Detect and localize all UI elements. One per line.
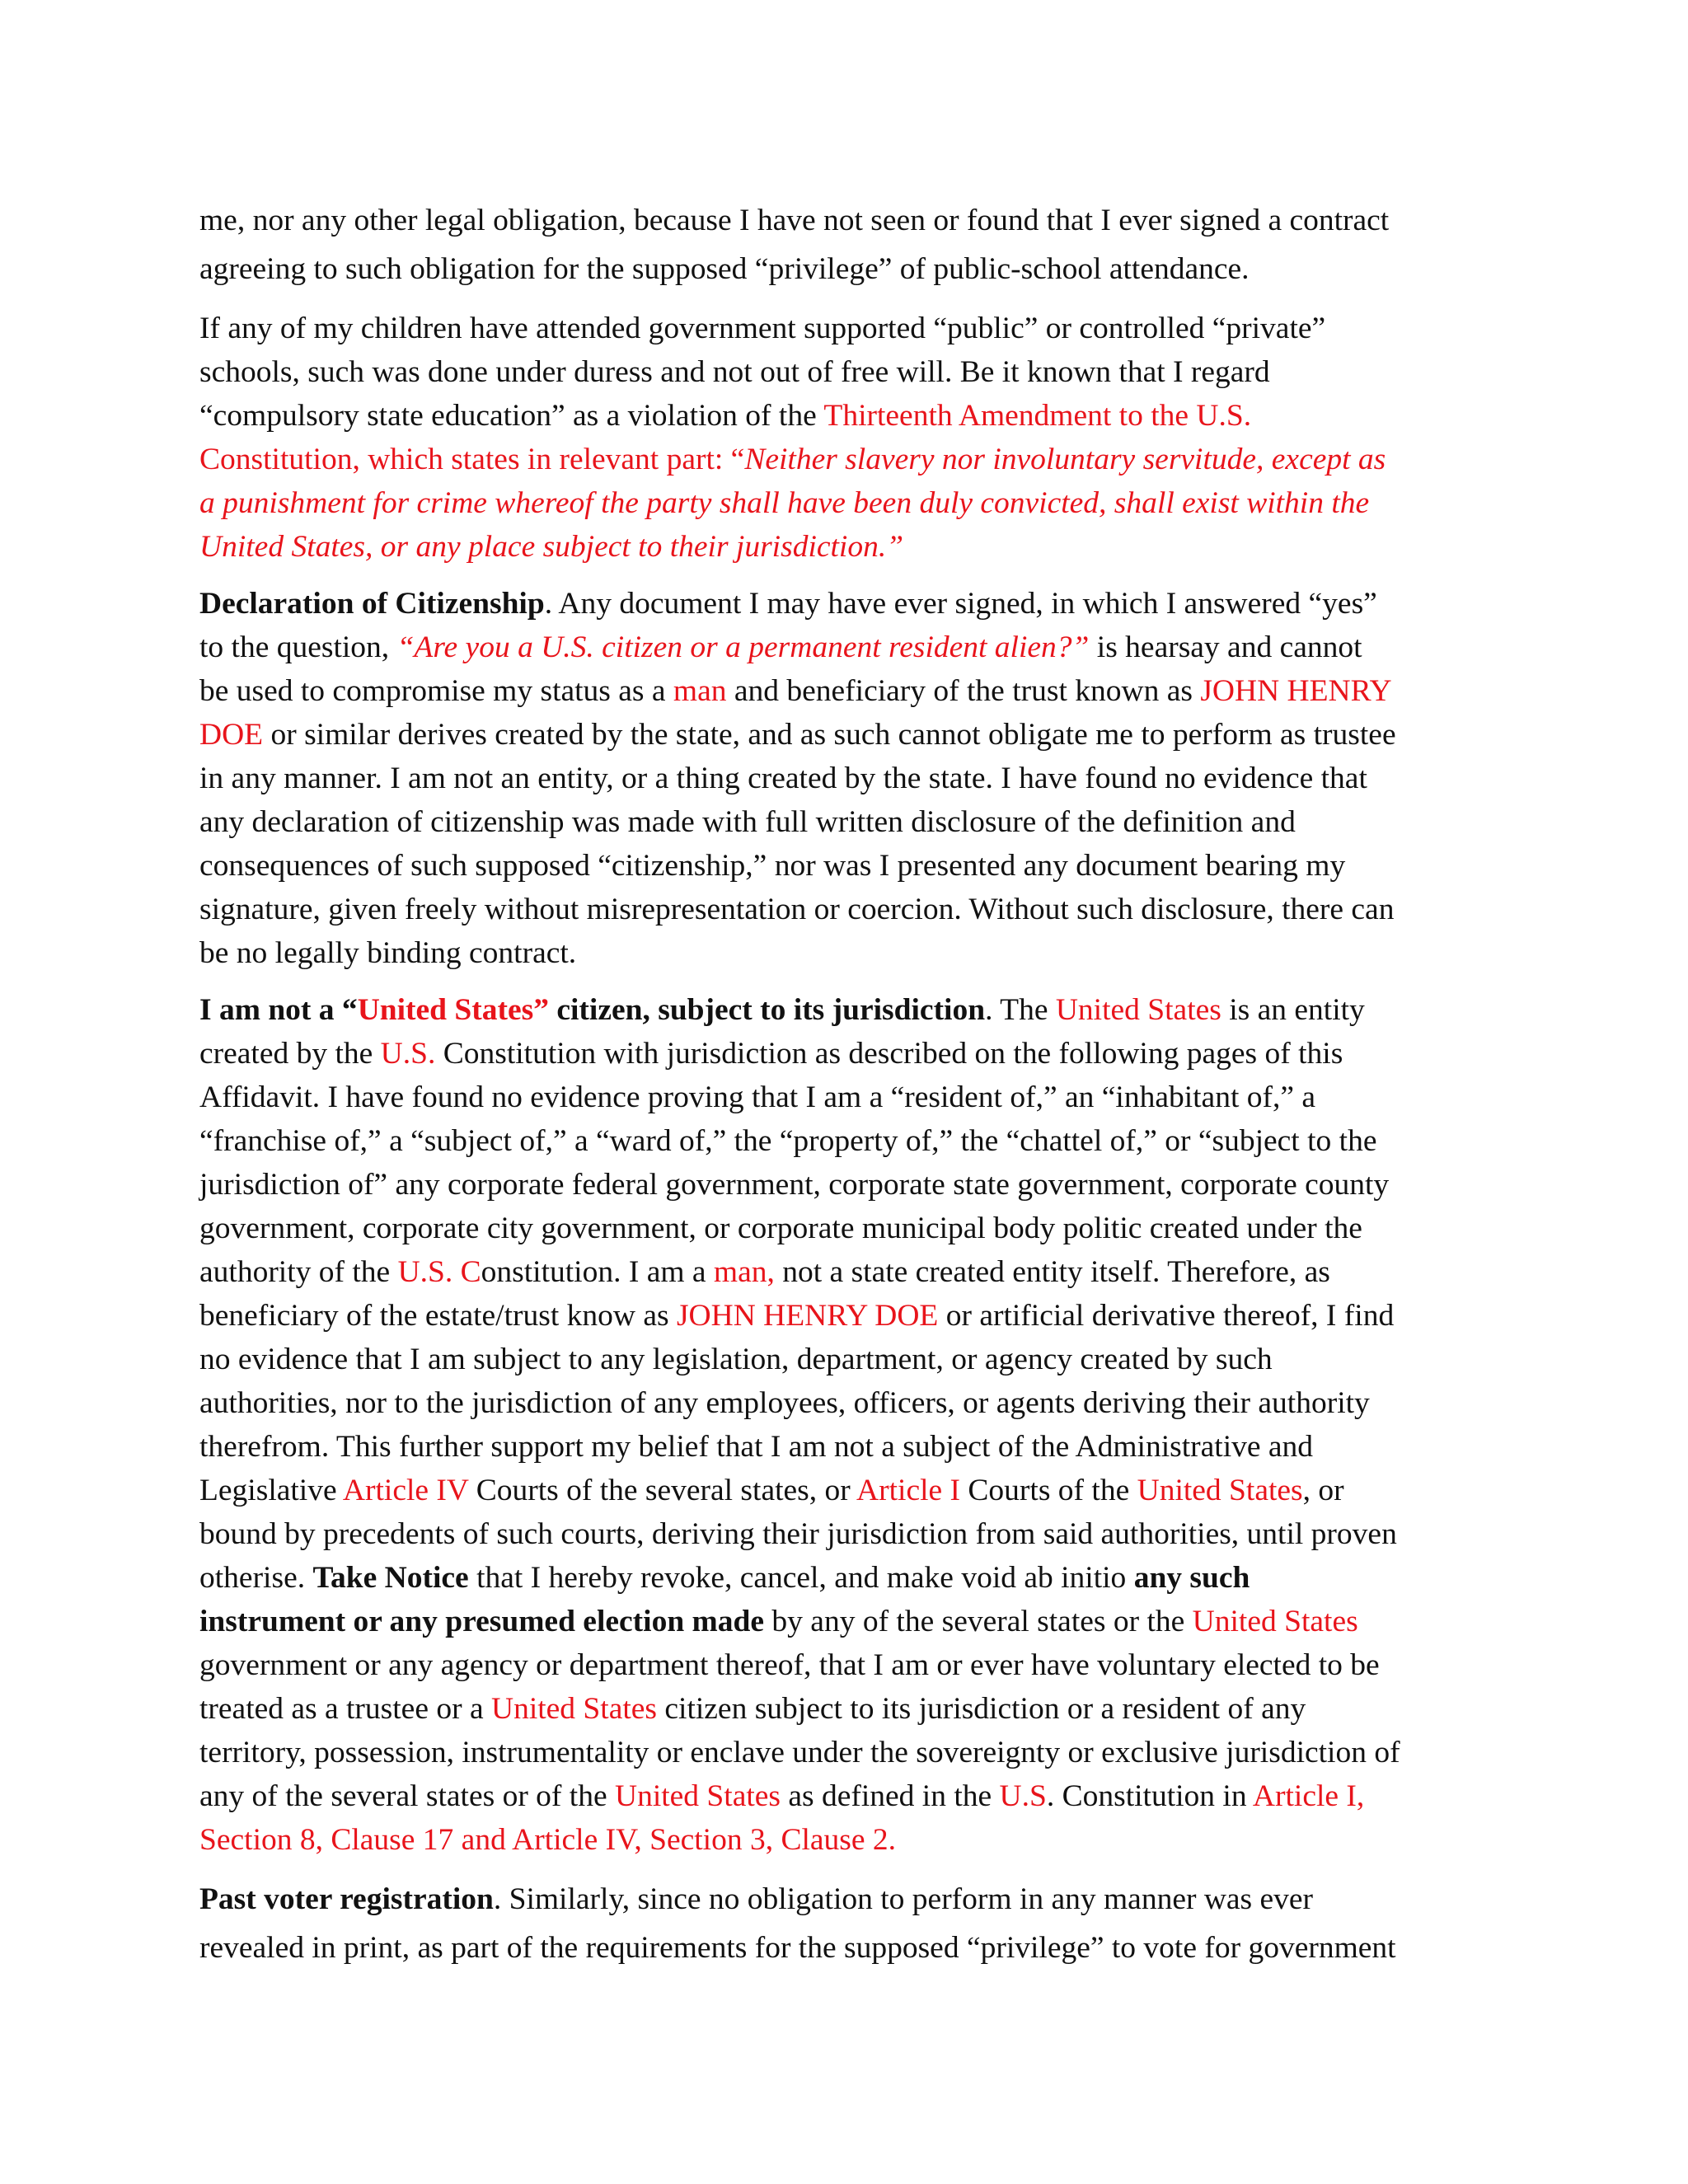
text-run: “compulsory state education” as a violation of the (199, 399, 824, 433)
text-run: Constitution with jurisdiction as described on the following pages of this (435, 1037, 1343, 1071)
text-line (199, 1469, 1502, 1512)
text-run: agreeing to such obligation for the supposed “privilege” of public-school attendance. (199, 252, 1250, 286)
text-run: Courts of the several states, or (468, 1474, 857, 1507)
section-heading: I am not a “ (199, 993, 358, 1027)
text-line (199, 525, 1502, 569)
text-run: . Any document I may have ever signed, in which I answered “yes” (544, 587, 1377, 621)
text-line (199, 1338, 1502, 1381)
text-line (199, 1425, 1502, 1469)
text-run: signature, given freely without misrepresentation or coercion. Without such disclosure, there can (199, 893, 1395, 926)
text-run: no evidence that I am subject to any legislation, department, or agency created by such (199, 1343, 1273, 1376)
text-run: created by the (199, 1037, 381, 1071)
bold-phrase: Take Notice (312, 1561, 469, 1595)
text-run: treated as a trustee or a (199, 1692, 491, 1726)
text-run: or artificial derivative thereof, I find (938, 1299, 1395, 1333)
text-line (199, 1818, 1502, 1862)
text-run: onstitution. I am a (481, 1255, 714, 1289)
paragraph-declaration-of-citizenship (199, 582, 1502, 975)
text-run: authorities, nor to the jurisdiction of any employees, officers, or agents deriving their authority (199, 1386, 1370, 1420)
text-run: as defined in the (781, 1779, 1000, 1813)
trust-name: DOE (199, 718, 264, 752)
section-heading: citizen, subject to its jurisdiction (548, 993, 986, 1027)
text-run: not a state created entity itself. Therefore, as (774, 1255, 1330, 1289)
text-line (199, 1924, 1502, 1972)
text-line (199, 1556, 1502, 1600)
trust-name: JOHN HENRY DOE (676, 1299, 939, 1333)
text-line (199, 582, 1502, 626)
text-run: territory, possession, instrumentality or enclave under the sovereignty or exclusive jurisdiction of (199, 1736, 1400, 1769)
text-run: Affidavit. I have found no evidence proving that I am a “resident of,” an “inhabitant of,” a (199, 1080, 1316, 1114)
section-heading: Declaration of Citizenship (199, 587, 545, 621)
document-body (199, 196, 1502, 1985)
text-run: to the question, (199, 630, 397, 664)
text-line (199, 888, 1502, 931)
bold-phrase: instrument or any presumed election made (199, 1605, 765, 1638)
text-line (199, 1774, 1502, 1818)
paragraph-obligation-continuation (199, 196, 1502, 293)
text-line (199, 196, 1502, 245)
text-line (199, 669, 1502, 713)
text-line (199, 844, 1502, 888)
text-run: is hearsay and cannot (1089, 630, 1362, 664)
text-run: . Constitution in (1046, 1779, 1253, 1813)
bold-phrase: any such (1133, 1561, 1250, 1595)
text-line (199, 800, 1502, 844)
amendment-quote: United States, or any place subject to their jurisdiction.” (199, 530, 904, 564)
text-run: in any manner. I am not an entity, or a thing created by the state. I have found no evidence that (199, 762, 1367, 795)
section-heading-highlight: United States” (357, 993, 549, 1027)
highlighted-term: United States (1192, 1605, 1358, 1638)
highlighted-term: Article I (856, 1474, 961, 1507)
text-line (199, 1512, 1502, 1556)
text-run: authority of the (199, 1255, 398, 1289)
amendment-reference: Thirteenth Amendment to the U.S. (823, 399, 1252, 433)
text-run: schools, such was done under duress and not out of free will. Be it known that I regard (199, 355, 1270, 389)
text-line (199, 1294, 1502, 1338)
highlighted-term: United States (490, 1692, 657, 1726)
highlighted-term: U.S. C (397, 1255, 481, 1289)
text-line (199, 757, 1502, 800)
constitution-reference: Section 8, Clause 17 and Article IV, Section 3, Clause 2. (199, 1823, 897, 1857)
text-line (199, 307, 1502, 350)
highlighted-term: U.S. (380, 1037, 436, 1071)
highlighted-term: man (673, 674, 727, 708)
text-run: Constitution, which states in relevant part: “ (199, 443, 745, 476)
text-run: “franchise of,” a “subject of,” a “ward of,” the “property of,” the “chattel of,” or “subject to the (199, 1124, 1377, 1158)
text-run: any of the several states or of the (199, 1779, 615, 1813)
text-line (199, 988, 1502, 1032)
text-run: government, corporate city government, or corporate municipal body politic created under the (199, 1212, 1362, 1245)
text-run: Legislative (199, 1474, 343, 1507)
text-run: . The (985, 993, 1056, 1027)
text-line (199, 1600, 1502, 1643)
highlighted-term: United States (614, 1779, 781, 1813)
paragraph-compulsory-education (199, 307, 1502, 569)
amendment-quote: Neither slavery nor involuntary servitude, except as (744, 443, 1386, 476)
text-line (199, 1032, 1502, 1076)
highlighted-term: United States (1137, 1474, 1303, 1507)
text-run: any declaration of citizenship was made with full written disclosure of the definition and (199, 805, 1296, 839)
text-run: and beneficiary of the trust known as (726, 674, 1201, 708)
paragraph-not-us-citizen (199, 988, 1502, 1862)
highlighted-term: United States (1055, 993, 1221, 1027)
paragraph-past-voter-registration (199, 1875, 1502, 1972)
constitution-reference: Article I, (1252, 1779, 1365, 1813)
text-run: . Similarly, since no obligation to perform in any manner was ever (493, 1882, 1314, 1916)
text-line (199, 350, 1502, 394)
text-run: by any of the several states or the (764, 1605, 1193, 1638)
text-run: Courts of the (960, 1474, 1137, 1507)
text-run: consequences of such supposed “citizenship,” nor was I presented any document bearing my (199, 849, 1346, 883)
highlighted-term: U.S (999, 1779, 1047, 1813)
text-run: that I hereby revoke, cancel, and make void ab initio (468, 1561, 1134, 1595)
text-line (199, 1119, 1502, 1163)
text-run: government or any agency or department thereof, that I am or ever have voluntary elected to be (199, 1648, 1380, 1682)
text-line (199, 1381, 1502, 1425)
text-line (199, 1076, 1502, 1119)
text-run: citizen subject to its jurisdiction or a resident of any (657, 1692, 1306, 1726)
text-run: therefrom. This further support my belief that I am not a subject of the Administrative and (199, 1430, 1314, 1464)
text-run: beneficiary of the estate/trust know as (199, 1299, 677, 1333)
section-heading: Past voter registration (199, 1882, 494, 1916)
text-line (199, 1875, 1502, 1924)
text-run: jurisdiction of” any corporate federal government, corporate state government, corporate county (199, 1168, 1390, 1202)
text-line (199, 245, 1502, 293)
highlighted-term: Article IV (342, 1474, 469, 1507)
text-run: is an entity (1221, 993, 1365, 1027)
trust-name: JOHN HENRY (1200, 674, 1392, 708)
text-line (199, 1731, 1502, 1774)
text-run: otherise. (199, 1561, 313, 1595)
text-line (199, 1250, 1502, 1294)
citizenship-question: “Are you a U.S. citizen or a permanent resident alien?” (396, 630, 1090, 664)
text-line (199, 394, 1502, 438)
text-line (199, 1687, 1502, 1731)
text-line (199, 713, 1502, 757)
text-run: revealed in print, as part of the requirements for the supposed “privilege” to vote for government (199, 1931, 1396, 1965)
text-run: me, nor any other legal obligation, because I have not seen or found that I ever signed a contract (199, 204, 1390, 237)
text-line (199, 438, 1502, 481)
text-line (199, 1207, 1502, 1250)
amendment-quote: a punishment for crime whereof the party shall have been duly convicted, shall exist within the (199, 486, 1370, 520)
text-run: be used to compromise my status as a (199, 674, 673, 708)
text-run: or similar derives created by the state, and as such cannot obligate me to perform as trustee (263, 718, 1396, 752)
text-run: , or (1302, 1474, 1344, 1507)
text-line (199, 931, 1502, 975)
text-line (199, 1163, 1502, 1207)
text-run: be no legally binding contract. (199, 936, 577, 970)
text-run: If any of my children have attended government supported “public” or controlled “private” (199, 312, 1326, 345)
text-line (199, 481, 1502, 525)
text-line (199, 626, 1502, 669)
text-line (199, 1643, 1502, 1687)
text-run: bound by precedents of such courts, deriving their jurisdiction from said authorities, until proven (199, 1517, 1397, 1551)
highlighted-term: man, (713, 1255, 775, 1289)
